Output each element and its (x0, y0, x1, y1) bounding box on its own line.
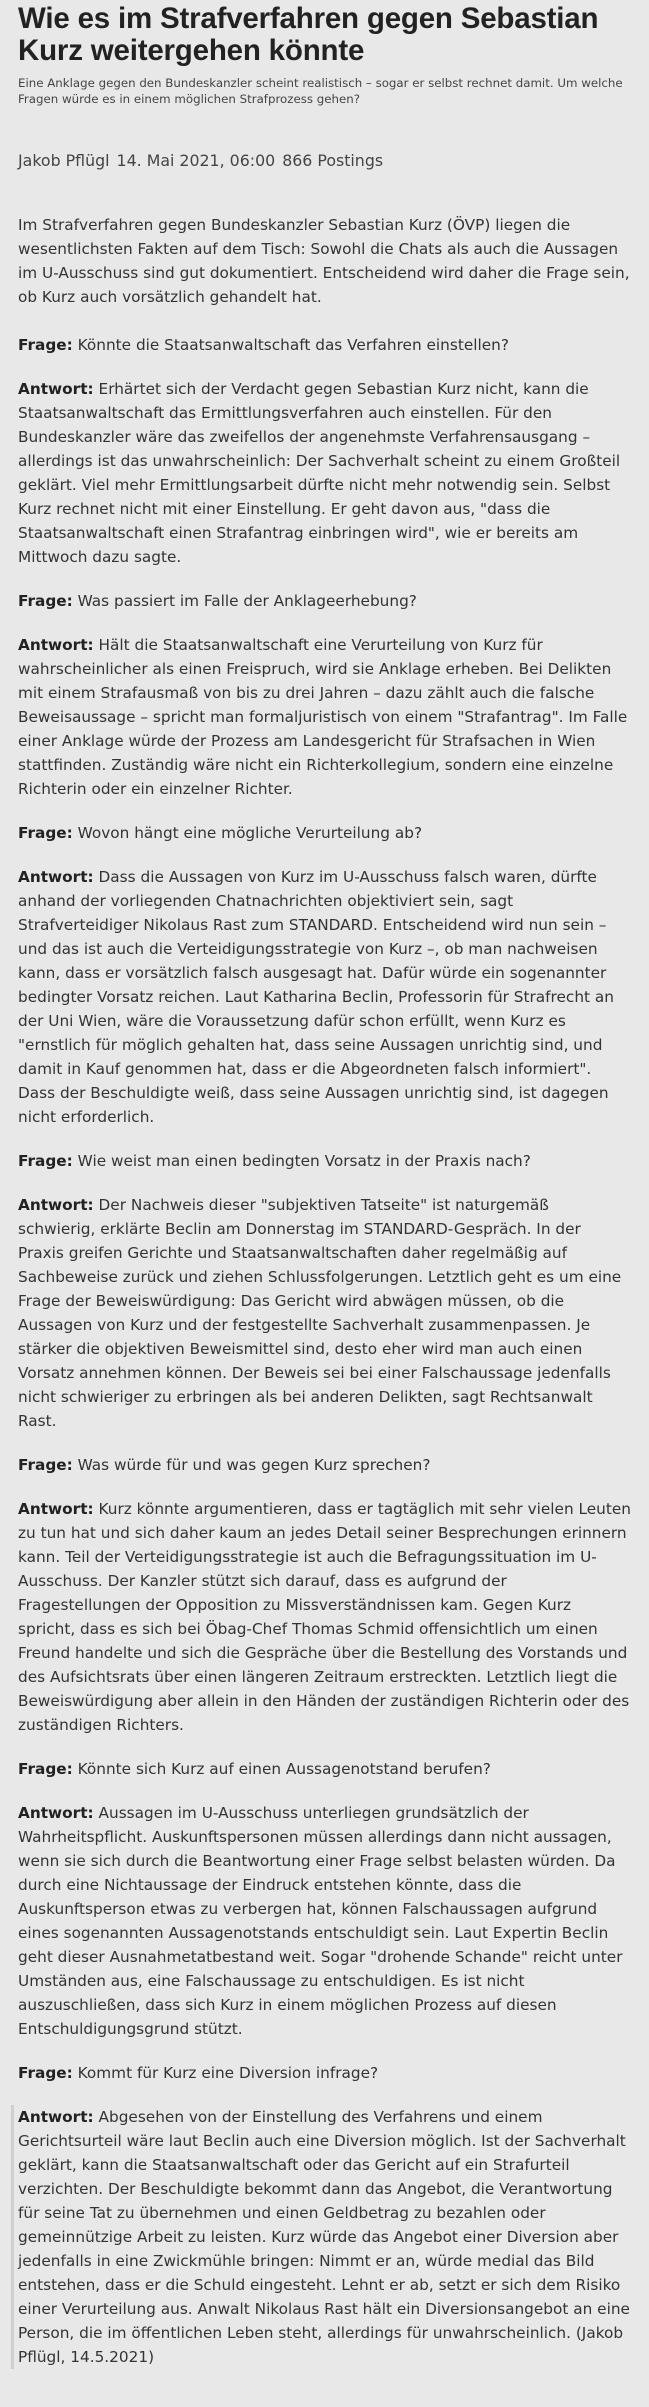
article-headline: Wie es im Strafverfahren gegen Sebastian Kurz weitergehen könnte (18, 2, 599, 67)
question-7 (18, 2061, 631, 2085)
question-label: Frage: (18, 336, 73, 354)
answer-7 (11, 2105, 631, 2369)
answer-text: Der Nachweis dieser "subjektiven Tatseite" ist naturgemäß schwierig, erklärte Beclin am Donnerstag im STANDARD-Gespräch. In der Praxis greifen Gerichte und Staatsanwaltschaften daher regelmäßig auf Sachbeweise zurück und ziehen Schlussfolgerungen. Letztlich geht es um eine Frage der Beweiswürdigung: Das Gericht wird abwägen müssen, ob die Aussagen von Kurz und der festgestellte Sachverhalt zusammenpassen. Je stärker die objektiven Beweismittel sind, desto eher wird man auch einen Vorsatz annehmen können. Der Beweis sei bei einer Falschaussage jedenfalls nicht schwieriger zu erbringen als bei anderen Delikten, sagt Rechtsanwalt Rast. (18, 1196, 622, 1430)
article-teaser: Eine Anklage gegen den Bundeskanzler scheint realistisch – sogar er selbst rechnet damit. Um welche Fragen würde es in einem möglichen Strafprozess gehen? (18, 76, 623, 106)
answer-text: Aussagen im U-Ausschuss unterliegen grundsätzlich der Wahrheitspflicht. Auskunftspersonen müssen allerdings dann nicht aussagen, wenn sie sich durch die Beantwortung einer Frage selbst belasten würden. Da durch eine Nichtaussage der Eindruck entstehen könnte, dass die Auskunftsperson etwas zu verbergen hat, können Falschaussagen aufgrund eines sogenannten Aussagenotstands entschuldigt sein. Laut Expertin Beclin geht dieser Ausnahmetatbestand weit. Sogar "drohende Schande" reicht unter Umständen aus, eine Falschaussage zu entschuldigen. Es ist nicht auszuschließen, dass sich Kurz in einem möglichen Prozess auf diesen Entschuldigungsgrund stützt. (18, 1804, 623, 2038)
article-intro: Im Strafverfahren gegen Bundeskanzler Sebastian Kurz (ÖVP) liegen die wesentlichsten Fakten auf dem Tisch: Sowohl die Chats als auch die Aussagen im U-Ausschuss sind gut dokumentiert. Entscheidend wird daher die Frage sein, ob Kurz auch vorsätzlich gehandelt hat. (18, 216, 630, 306)
answer-5 (18, 1497, 631, 1737)
answer-6 (18, 1801, 631, 2041)
question-label: Frage: (18, 824, 73, 842)
article-date: 14. Mai 2021, 06:00 (116, 151, 276, 170)
question-3 (18, 821, 631, 845)
question-text: Könnte sich Kurz auf einen Aussagenotstand berufen? (77, 1760, 491, 1778)
answer-text: Dass die Aussagen von Kurz im U-Ausschuss falsch waren, dürfte anhand der vorliegenden Chatnachrichten objektiviert sein, sagt Strafverteidiger Nikolaus Rast zum STANDARD. Entscheidend wird nun sein – und das ist auch die Verteidigungsstrategie von Kurz –, ob man nachweisen kann, dass er vorsätzlich falsch ausgesagt hat. Dafür würde ein sogenannter bedingter Vorsatz reichen. Laut Katharina Beclin, Professorin für Strafrecht an der Uni Wien, wäre die Voraussetzung dafür schon erfüllt, wenn Kurz es "ernstlich für möglich gehalten hat, dass seine Aussagen unrichtig sind, und damit in Kauf genommen hat, dass er die Abgeordneten falsch informiert". Dass der Beschuldigte weiß, dass seine Aussagen unrichtig sind, ist dagegen nicht erforderlich. (18, 868, 614, 1126)
answer-label: Antwort: (18, 380, 94, 398)
question-label: Frage: (18, 1152, 73, 1170)
answer-1 (18, 377, 631, 569)
question-text: Könnte die Staatsanwaltschaft das Verfahren einstellen? (77, 336, 509, 354)
postings-count[interactable]: 866 Postings (282, 151, 384, 170)
article-author[interactable]: Jakob Pflügl (18, 151, 110, 170)
question-1 (18, 333, 631, 357)
answer-label: Antwort: (18, 1804, 94, 1822)
answer-text: Abgesehen von der Einstellung des Verfahrens und einem Gerichtsurteil wäre laut Beclin auch eine Diversion möglich. Ist der Sachverhalt geklärt, kann die Staatsanwaltschaft oder das Gericht auf ein Strafurteil verzichten. Der Beschuldigte bekommt dann das Angebot, die Verantwortung für seine Tat zu übernehmen und einen Geldbetrag zu bezahlen oder gemeinnützige Arbeit zu leisten. Kurz würde das Angebot einer Diversion aber jedenfalls in eine Zwickmühle bringen: Nimmt er an, würde medial das Bild entstehen, dass er die Schuld eingesteht. Lehnt er ab, setzt er sich dem Risiko einer Verurteilung aus. Anwalt Nikolaus Rast hält ein Diversionsangebot an eine Person, die im öffentlichen Leben steht, allerdings für unwahrscheinlich. (Jakob Pflügl, 14.5.2021) (18, 2108, 630, 2366)
answer-3 (18, 865, 631, 1129)
answer-text: Kurz könnte argumentieren, dass er tagtäglich mit sehr vielen Leuten zu tun hat und sich daher kaum an jedes Detail seiner Besprechungen erinnern kann. Teil der Verteidigungsstrategie ist auch die Befragungssituation im U-Ausschuss. Der Kanzler stützt sich darauf, dass es aufgrund der Fragestellungen der Opposition zu Missverständnissen kam. Gegen Kurz spricht, dass es sich bei Öbag-Chef Thomas Schmid offensichtlich um einen Freund handelte und sich die Gespräche über die Bestellung des Vorstands und des Aufsichtsrats über einen längeren Zeitraum erstreckten. Letztlich liegt die Beweiswürdigung aber allein in den Händen der zuständigen Richterin oder des zuständigen Richters. (18, 1500, 631, 1734)
question-label: Frage: (18, 1456, 73, 1474)
question-5 (18, 1453, 631, 1477)
question-text: Wovon hängt eine mögliche Verurteilung ab? (77, 824, 423, 842)
answer-4 (18, 1193, 631, 1433)
question-2 (18, 589, 631, 613)
question-label: Frage: (18, 2064, 73, 2082)
answer-label: Antwort: (18, 868, 94, 886)
answer-2 (18, 633, 631, 801)
question-text: Kommt für Kurz eine Diversion infrage? (77, 2064, 379, 2082)
answer-label: Antwort: (18, 1500, 94, 1518)
question-label: Frage: (18, 1760, 73, 1778)
question-text: Was passiert im Falle der Anklageerhebung? (77, 592, 417, 610)
article-meta (18, 151, 631, 171)
question-text: Wie weist man einen bedingten Vorsatz in der Praxis nach? (77, 1152, 531, 1170)
answer-label: Antwort: (18, 1196, 94, 1214)
answer-text: Erhärtet sich der Verdacht gegen Sebastian Kurz nicht, kann die Staatsanwaltschaft das Ermittlungsverfahren auch einstellen. Für den Bundeskanzler wäre das zweifellos der angenehmste Verfahrensausgang – allerdings ist das unwahrscheinlich: Der Sachverhalt scheint zu einem Großteil geklärt. Viel mehr Ermittlungsarbeit dürfte nicht mehr notwendig sein. Selbst Kurz rechnet nicht mit einer Einstellung. Er geht davon aus, "dass die Staatsanwaltschaft einen Strafantrag einbringen wird", wie er bereits am Mittwoch dazu sagte. (18, 380, 621, 566)
question-text: Was würde für und was gegen Kurz sprechen? (77, 1456, 431, 1474)
article-body (18, 213, 631, 2369)
question-4 (18, 1149, 631, 1173)
question-label: Frage: (18, 592, 73, 610)
answer-text: Hält die Staatsanwaltschaft eine Verurteilung von Kurz für wahrscheinlicher als einen Freispruch, wird sie Anklage erheben. Bei Delikten mit einem Strafausmaß von bis zu drei Jahren – dazu zählt auch die falsche Beweisaussage – spricht man formaljuristisch von einem "Strafantrag". Im Falle einer Anklage würde der Prozess am Landesgericht für Strafsachen in Wien stattfinden. Zuständig wäre nicht ein Richterkollegium, sondern eine einzelne Richterin oder ein einzelner Richter. (18, 636, 628, 798)
answer-label: Antwort: (18, 2108, 94, 2126)
question-6 (18, 1757, 631, 1781)
answer-label: Antwort: (18, 636, 94, 654)
